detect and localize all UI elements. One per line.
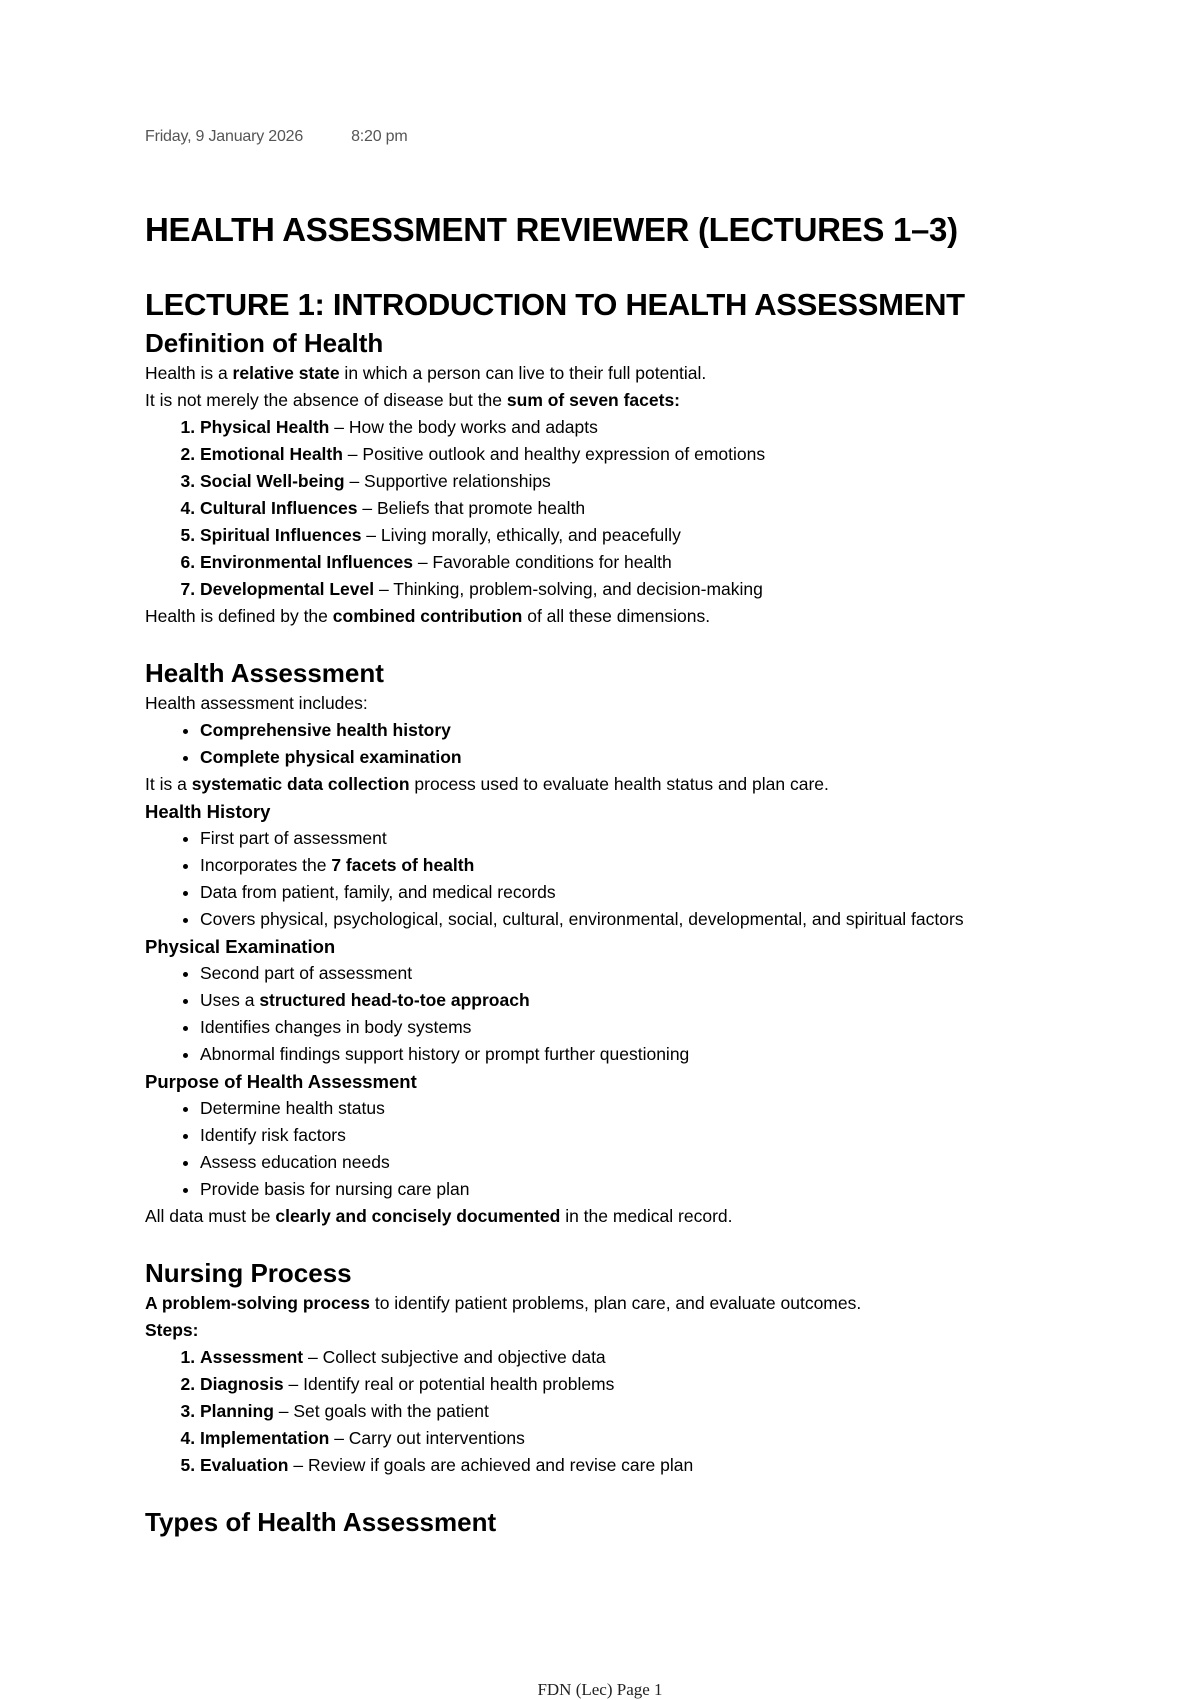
page-content — [145, 128, 1080, 1539]
page-title: HEALTH ASSESSMENT REVIEWER (LECTURES 1–3) — [145, 211, 958, 248]
list-item: 4. Cultural Influences – Beliefs that promote health — [200, 495, 1080, 522]
list-item: 5. Evaluation – Review if goals are achieved and revise care plan — [200, 1452, 1080, 1479]
nursing-process-paragraph: A problem-solving process to identify patient problems, plan care, and evaluate outcomes. — [145, 1293, 862, 1313]
physical-exam-list — [145, 960, 1080, 1068]
health-history-heading: Health History — [145, 801, 271, 822]
definition-heading: Definition of Health — [145, 328, 384, 358]
types-heading: Types of Health Assessment — [145, 1507, 497, 1537]
documentation-paragraph: All data must be clearly and concisely documented in the medical record. — [145, 1206, 733, 1226]
page-footer: FDN (Lec) Page 1 — [537, 1680, 663, 1699]
note-timestamp — [145, 128, 1080, 146]
list-item: 3. Social Well-being – Supportive relationships — [200, 468, 1080, 495]
physical-exam-heading: Physical Examination — [145, 936, 336, 957]
purpose-heading: Purpose of Health Assessment — [145, 1071, 417, 1092]
list-item: • Incorporates the 7 facets of health — [200, 852, 1080, 879]
list-item: 6. Environmental Influences – Favorable conditions for health — [200, 549, 1080, 576]
list-item: 2. Diagnosis – Identify real or potential health problems — [200, 1371, 1080, 1398]
list-item: • Complete physical examination — [200, 744, 1080, 771]
nursing-steps-list — [145, 1344, 1080, 1479]
definition-paragraph-3: Health is defined by the combined contribution of all these dimensions. — [145, 606, 711, 626]
list-item: • Covers physical, psychological, social, cultural, environmental, developmental, and spiritual factors — [200, 906, 1080, 933]
assessment-paragraph: It is a systematic data collection process used to evaluate health status and plan care. — [145, 774, 829, 794]
list-item: 5. Spiritual Influences – Living morally, ethically, and peacefully — [200, 522, 1080, 549]
assessment-intro: Health assessment includes: — [145, 693, 368, 713]
list-item: • Uses a structured head-to-toe approach — [200, 987, 1080, 1014]
list-item: • First part of assessment — [200, 825, 1080, 852]
list-item: • Identifies changes in body systems — [200, 1014, 1080, 1041]
definition-paragraph-2: It is not merely the absence of disease but the sum of seven facets: — [145, 390, 681, 410]
steps-label: Steps: — [145, 1320, 199, 1340]
list-item: • Assess education needs — [200, 1149, 1080, 1176]
health-history-list — [145, 825, 1080, 933]
facets-list — [145, 414, 1080, 603]
lecture-1-heading: LECTURE 1: INTRODUCTION TO HEALTH ASSESSMENT — [145, 287, 965, 322]
list-item: 1. Assessment – Collect subjective and objective data — [200, 1344, 1080, 1371]
nursing-process-heading: Nursing Process — [145, 1258, 352, 1288]
note-time: 8:20 pm — [351, 128, 408, 145]
list-item: • Determine health status — [200, 1095, 1080, 1122]
list-item: • Provide basis for nursing care plan — [200, 1176, 1080, 1203]
definition-paragraph-1: Health is a relative state in which a person can live to their full potential. — [145, 363, 707, 383]
list-item: 7. Developmental Level – Thinking, problem-solving, and decision-making — [200, 576, 1080, 603]
list-item: 1. Physical Health – How the body works and adapts — [200, 414, 1080, 441]
list-item: • Comprehensive health history — [200, 717, 1080, 744]
health-assessment-heading: Health Assessment — [145, 658, 384, 688]
list-item: 4. Implementation – Carry out interventions — [200, 1425, 1080, 1452]
list-item: 3. Planning – Set goals with the patient — [200, 1398, 1080, 1425]
list-item: • Abnormal findings support history or prompt further questioning — [200, 1041, 1080, 1068]
list-item: 2. Emotional Health – Positive outlook and healthy expression of emotions — [200, 441, 1080, 468]
purpose-list — [145, 1095, 1080, 1203]
list-item: • Identify risk factors — [200, 1122, 1080, 1149]
assessment-includes-list — [145, 717, 1080, 771]
note-date: Friday, 9 January 2026 — [145, 128, 304, 145]
list-item: • Data from patient, family, and medical records — [200, 879, 1080, 906]
list-item: • Second part of assessment — [200, 960, 1080, 987]
